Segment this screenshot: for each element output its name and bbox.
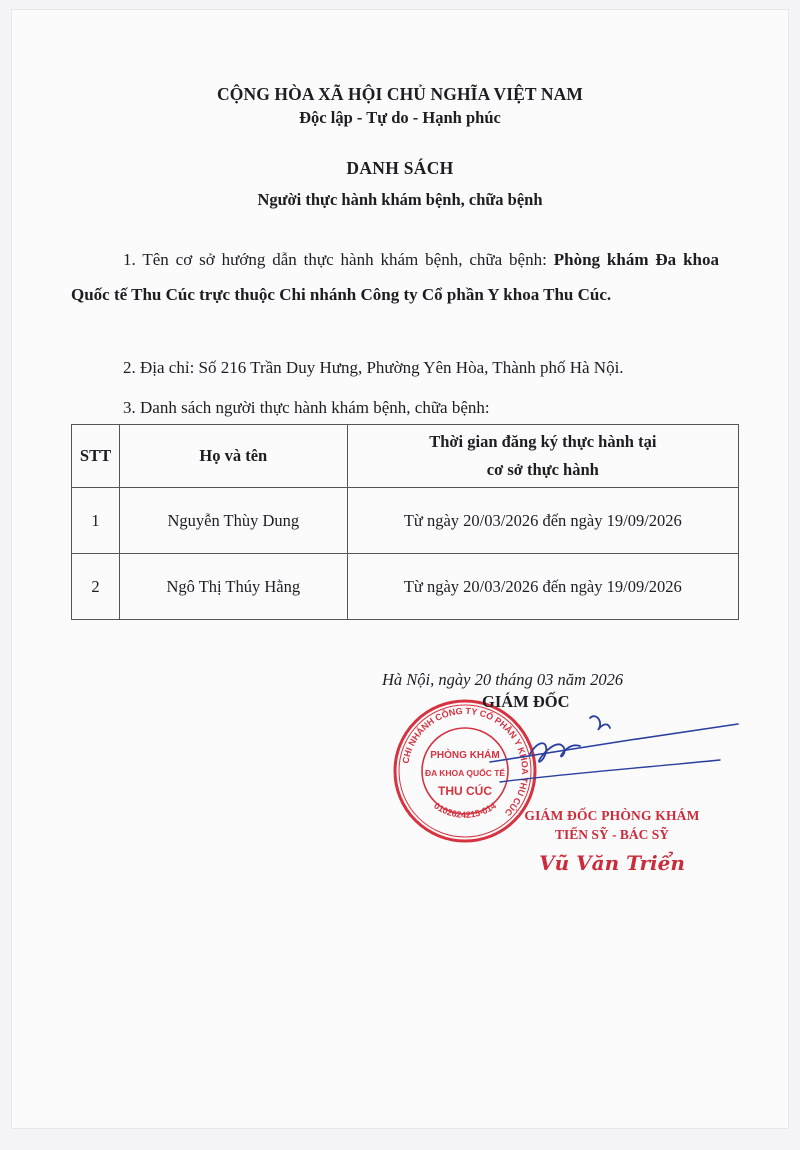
signer-degree: TIẾN SỸ - BÁC SỸ (554, 827, 670, 842)
signer-title: GIÁM ĐỐC PHÒNG KHÁM (524, 808, 700, 823)
signer-name: Vũ Văn Triển (539, 851, 685, 875)
document-subtitle: Người thực hành khám bệnh, chữa bệnh (257, 190, 543, 209)
item-address: 2. Địa chỉ: Số 216 Trần Duy Hưng, Phường Yên Hòa, Thành phố Hà Nội. (123, 358, 624, 377)
cell-name: Ngô Thị Thúy Hằng (119, 554, 347, 620)
cell-stt: 2 (72, 554, 120, 620)
header-period (347, 425, 738, 488)
practitioner-table (71, 424, 739, 620)
item-facility-label: 1. Tên cơ sở hướng dẫn thực hành khám bệnh, chữa bệnh: (123, 250, 554, 269)
header-period-line1: Thời gian đăng ký thực hành tại (429, 432, 657, 451)
stamp-code: 0102624215-014 (432, 800, 498, 820)
document-title: DANH SÁCH (346, 158, 454, 178)
national-motto: Độc lập - Tự do - Hạnh phúc (299, 108, 501, 127)
signer-block (512, 808, 712, 875)
table-row (72, 554, 739, 620)
header-name: Họ và tên (119, 425, 347, 488)
table-header-row (72, 425, 739, 488)
item-list-heading: 3. Danh sách người thực hành khám bệnh, chữa bệnh: (123, 398, 490, 417)
stamp-line1: PHÒNG KHÁM (430, 750, 500, 761)
stamp-ring-text: CHI NHÁNH CÔNG TY CỔ PHẦN Y KHOA THU CÚC (400, 705, 531, 818)
table-row (72, 488, 739, 554)
header-stt: STT (72, 425, 120, 488)
national-title: CỘNG HÒA XÃ HỘI CHỦ NGHĨA VIỆT NAM (217, 84, 583, 104)
cell-stt: 1 (72, 488, 120, 554)
handwritten-signature (470, 710, 740, 800)
cell-period: Từ ngày 20/03/2026 đến ngày 19/09/2026 (347, 554, 738, 620)
cell-period: Từ ngày 20/03/2026 đến ngày 19/09/2026 (347, 488, 738, 554)
header-period-line2: cơ sở thực hành (486, 460, 599, 479)
stamp-line2: ĐA KHOA QUỐC TẾ (424, 768, 506, 778)
stamp-line3: THU CÚC (438, 784, 492, 798)
place-date-line: Hà Nội, ngày 20 tháng 03 năm 2026 (382, 670, 624, 689)
facility-name: Phòng khám Đa khoa Quốc tế Thu Cúc trực thuộc Chi nhánh Công ty Cổ phần Y khoa Thu Cúc. (71, 250, 719, 304)
cell-name: Nguyễn Thùy Dung (119, 488, 347, 554)
item-facility (71, 242, 719, 312)
document-page (12, 10, 788, 1128)
director-title: GIÁM ĐỐC (482, 692, 570, 711)
